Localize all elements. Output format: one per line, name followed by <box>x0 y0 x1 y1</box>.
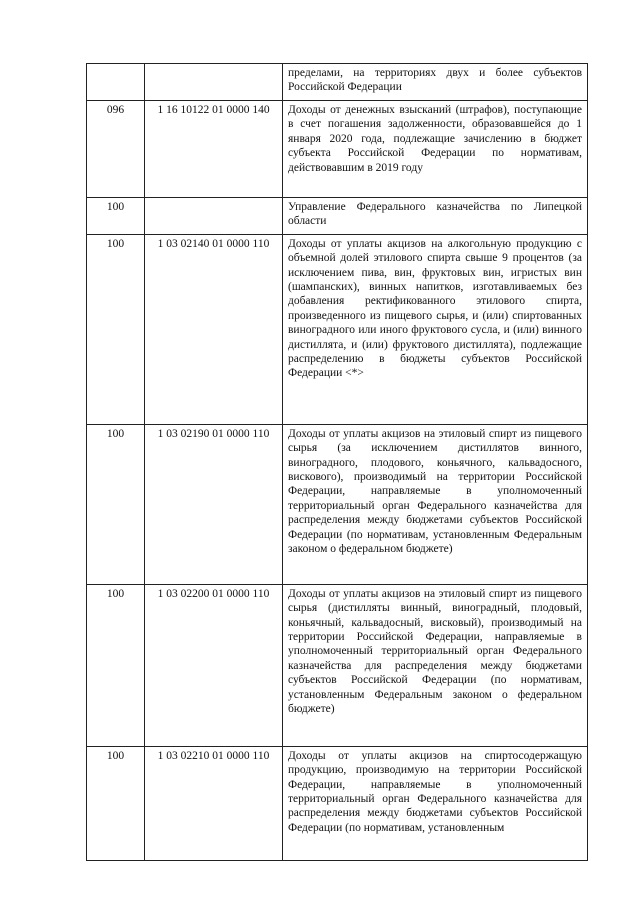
admin-code-cell: 096 <box>87 101 145 198</box>
revenue-code-cell: 1 03 02210 01 0000 110 <box>145 746 283 860</box>
revenue-code-cell: 1 03 02190 01 0000 110 <box>145 424 283 584</box>
table-row <box>87 101 588 198</box>
table-row <box>87 746 588 860</box>
revenue-name-cell: пределами, на территориях двух и более субъектов Российской Федерации <box>283 64 588 101</box>
admin-code-cell <box>87 64 145 101</box>
revenue-code-cell: 1 03 02200 01 0000 110 <box>145 584 283 746</box>
revenue-name-cell: Доходы от уплаты акцизов на спиртосодержащую продукцию, производимую на территории Российской Федерации, направляемые в уполномоченный территориальный орган Федерального казначейства для распределения между бюджетами субъектов Российской Федерации (по нормативам, установленным <box>283 746 588 860</box>
admin-code-cell: 100 <box>87 584 145 746</box>
revenue-name-cell: Доходы от уплаты акцизов на этиловый спирт из пищевого сырья (дистилляты винный, виноградный, плодовый, коньячный, кальвадосный, висковый), производимый на территории Российской Федерации, направляемые в уполномоченный территориальный орган Федерального казначейства для распределения между бюджетами субъектов Российской Федерации (по нормативам, установленным Федеральным законом о федеральном бюджете) <box>283 584 588 746</box>
revenue-code-cell <box>145 64 283 101</box>
admin-code-cell: 100 <box>87 198 145 235</box>
admin-code-cell: 100 <box>87 746 145 860</box>
revenue-code-cell: 1 03 02140 01 0000 110 <box>145 234 283 424</box>
revenue-code-cell: 1 16 10122 01 0000 140 <box>145 101 283 198</box>
revenue-name-cell: Доходы от уплаты акцизов на алкогольную продукцию с объемной долей этилового спирта свыше 9 процентов (за исключением пива, вин, фруктовых вин, игристых вин (шампанских), винных напитков, изготавливаемых без добавления ректификованного этилового спирта, произведенного из пищевого сырья, и (или) спиртованных виноградного или иного фруктового сусла, и (или) винного дистиллята, и (или) фруктового дистиллята), подлежащие распределению в бюджеты субъектов Российской Федерации <*> <box>283 234 588 424</box>
revenue-name-cell: Управление Федерального казначейства по Липецкой области <box>283 198 588 235</box>
table-row <box>87 198 588 235</box>
table-row <box>87 64 588 101</box>
revenue-name-cell: Доходы от уплаты акцизов на этиловый спирт из пищевого сырья (за исключением дистиллятов винного, виноградного, плодового, коньячного, кальвадосного, вискового), производимый на территории Российской Федерации, направляемые в уполномоченный территориальный орган Федерального казначейства для распределения между бюджетами субъектов Российской Федерации (по нормативам, установленным Федеральным законом о федеральном бюджете) <box>283 424 588 584</box>
table-row <box>87 584 588 746</box>
revenue-codes-table <box>86 63 588 861</box>
revenue-code-cell <box>145 198 283 235</box>
admin-code-cell: 100 <box>87 424 145 584</box>
table-row <box>87 234 588 424</box>
admin-code-cell: 100 <box>87 234 145 424</box>
revenue-name-cell: Доходы от денежных взысканий (штрафов), поступающие в счет погашения задолженности, образовавшейся до 1 января 2020 года, подлежащие зачислению в бюджет субъекта Российской Федерации по нормативам, действовавшим в 2019 году <box>283 101 588 198</box>
table-row <box>87 424 588 584</box>
